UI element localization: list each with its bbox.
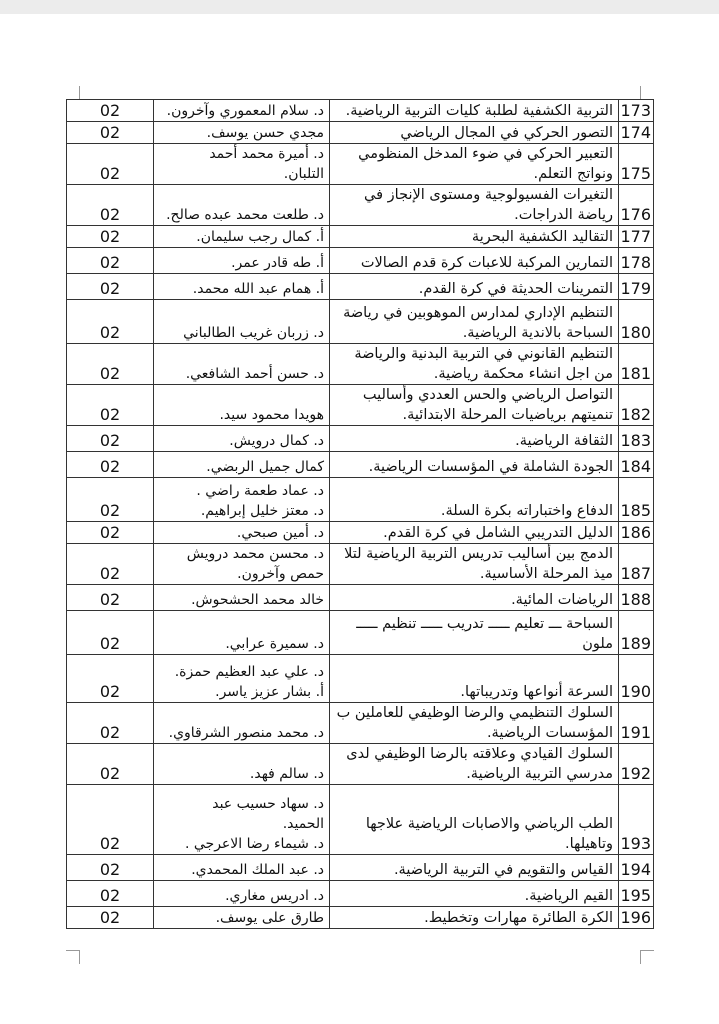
book-author: مجدي حسن يوسف. bbox=[154, 122, 330, 144]
book-title: الدليل التدريبي الشامل في كرة القدم. bbox=[330, 522, 619, 544]
table-row bbox=[67, 300, 654, 344]
book-author: كمال جميل الربضي. bbox=[154, 452, 330, 478]
crop-mark-top-right bbox=[640, 86, 654, 100]
book-author: د. سميرة عرابي. bbox=[154, 611, 330, 655]
book-title: التعبير الحركي في ضوء المدخل المنظومي ونواتج التعلم. bbox=[330, 144, 619, 185]
copies-count: 02 bbox=[67, 907, 154, 929]
book-author: أ. همام عبد الله محمد. bbox=[154, 274, 330, 300]
row-number: 175 bbox=[619, 144, 654, 185]
table-row bbox=[67, 144, 654, 185]
row-number: 176 bbox=[619, 185, 654, 226]
book-author: د. زربان غريب الطالباني bbox=[154, 300, 330, 344]
row-number: 186 bbox=[619, 522, 654, 544]
row-number: 173 bbox=[619, 100, 654, 122]
book-title: السلوك التنظيمي والرضا الوظيفي للعاملين ب المؤسسات الرياضية. bbox=[330, 703, 619, 744]
crop-mark-top-left bbox=[66, 86, 80, 100]
table-row bbox=[67, 522, 654, 544]
book-title: الكرة الطائرة مهارات وتخطيط. bbox=[330, 907, 619, 929]
copies-count: 02 bbox=[67, 300, 154, 344]
row-number: 182 bbox=[619, 385, 654, 426]
book-title: التربية الكشفية لطلبة كليات التربية الرياضية. bbox=[330, 100, 619, 122]
table-row bbox=[67, 226, 654, 248]
book-title: السلوك القيادي وعلاقته بالرضا الوظيفي لدى مدرسي التربية الرياضية. bbox=[330, 744, 619, 785]
book-title: الرياضات المائية. bbox=[330, 585, 619, 611]
row-number: 180 bbox=[619, 300, 654, 344]
table-row bbox=[67, 655, 654, 703]
book-title: الثقافة الرياضية. bbox=[330, 426, 619, 452]
row-number: 196 bbox=[619, 907, 654, 929]
row-number: 188 bbox=[619, 585, 654, 611]
copies-count: 02 bbox=[67, 478, 154, 522]
book-title: التنظيم الإداري لمدارس الموهوبين في رياضة السباحة بالاندية الرياضية. bbox=[330, 300, 619, 344]
viewer-top-bar bbox=[0, 0, 719, 14]
book-author: د. محمد منصور الشرقاوي. bbox=[154, 703, 330, 744]
book-author: أ. كمال رجب سليمان. bbox=[154, 226, 330, 248]
copies-count: 02 bbox=[67, 122, 154, 144]
row-number: 189 bbox=[619, 611, 654, 655]
copies-count: 02 bbox=[67, 248, 154, 274]
book-title: التقاليد الكشفية البحرية bbox=[330, 226, 619, 248]
book-title: التغيرات الفسيولوجية ومستوى الإنجاز في رياضة الدراجات. bbox=[330, 185, 619, 226]
table-row bbox=[67, 185, 654, 226]
row-number: 177 bbox=[619, 226, 654, 248]
table-row bbox=[67, 122, 654, 144]
row-number: 181 bbox=[619, 344, 654, 385]
copies-count: 02 bbox=[67, 522, 154, 544]
book-title: الدفاع واختباراته بكرة السلة. bbox=[330, 478, 619, 522]
copies-count: 02 bbox=[67, 744, 154, 785]
copies-count: 02 bbox=[67, 855, 154, 881]
book-title: الطب الرياضي والاصابات الرياضية علاجها وتاهيلها. bbox=[330, 785, 619, 855]
book-author: طارق على يوسف. bbox=[154, 907, 330, 929]
book-title: التنظيم القانوني في التربية البدنية والرياضة من اجل انشاء محكمة رياضية. bbox=[330, 344, 619, 385]
row-number: 192 bbox=[619, 744, 654, 785]
table-row bbox=[67, 744, 654, 785]
table-row bbox=[67, 100, 654, 122]
row-number: 174 bbox=[619, 122, 654, 144]
row-number: 190 bbox=[619, 655, 654, 703]
book-author: خالد محمد الحشحوش. bbox=[154, 585, 330, 611]
book-author: أ. طه قادر عمر. bbox=[154, 248, 330, 274]
copies-count: 02 bbox=[67, 426, 154, 452]
table-row bbox=[67, 907, 654, 929]
copies-count: 02 bbox=[67, 452, 154, 478]
copies-count: 02 bbox=[67, 100, 154, 122]
copies-count: 02 bbox=[67, 881, 154, 907]
book-title: القياس والتقويم في التربية الرياضية. bbox=[330, 855, 619, 881]
book-author: د. محسن محمد درويش حمص وآخرون. bbox=[154, 544, 330, 585]
book-author: د. سلام المعموري وآخرون. bbox=[154, 100, 330, 122]
row-number: 195 bbox=[619, 881, 654, 907]
copies-count: 02 bbox=[67, 785, 154, 855]
book-author: د. عماد طعمة راضي . د. معتز خليل إبراهيم. bbox=[154, 478, 330, 522]
table-row bbox=[67, 385, 654, 426]
table-row bbox=[67, 881, 654, 907]
book-author: د. أميرة محمد أحمد التلبان. bbox=[154, 144, 330, 185]
book-author: د. علي عبد العظيم حمزة. أ. بشار عزيز ياسر. bbox=[154, 655, 330, 703]
copies-count: 02 bbox=[67, 344, 154, 385]
book-author: د. طلعت محمد عبده صالح. bbox=[154, 185, 330, 226]
table-row bbox=[67, 703, 654, 744]
crop-mark-bottom-left bbox=[66, 950, 80, 964]
book-author: د. ادريس مغاري. bbox=[154, 881, 330, 907]
book-author: هويدا محمود سيد. bbox=[154, 385, 330, 426]
table-row bbox=[67, 452, 654, 478]
copies-count: 02 bbox=[67, 585, 154, 611]
table-row bbox=[67, 478, 654, 522]
table-row bbox=[67, 785, 654, 855]
book-author: د. حسن أحمد الشافعي. bbox=[154, 344, 330, 385]
copies-count: 02 bbox=[67, 274, 154, 300]
crop-mark-bottom-right bbox=[640, 950, 654, 964]
row-number: 178 bbox=[619, 248, 654, 274]
row-number: 187 bbox=[619, 544, 654, 585]
book-title: التمرينات الحديثة في كرة القدم. bbox=[330, 274, 619, 300]
table-row bbox=[67, 585, 654, 611]
copies-count: 02 bbox=[67, 185, 154, 226]
row-number: 191 bbox=[619, 703, 654, 744]
book-author: د. عبد الملك المحمدي. bbox=[154, 855, 330, 881]
row-number: 193 bbox=[619, 785, 654, 855]
book-title: التواصل الرياضي والحس العددي وأساليب تنميتهم برياضيات المرحلة الابتدائية. bbox=[330, 385, 619, 426]
table-row bbox=[67, 274, 654, 300]
row-number: 185 bbox=[619, 478, 654, 522]
copies-count: 02 bbox=[67, 611, 154, 655]
book-title: السرعة أنواعها وتدريباتها. bbox=[330, 655, 619, 703]
table-row bbox=[67, 344, 654, 385]
book-author: د. أمين صبحي. bbox=[154, 522, 330, 544]
copies-count: 02 bbox=[67, 544, 154, 585]
book-title: القيم الرياضية. bbox=[330, 881, 619, 907]
copies-count: 02 bbox=[67, 144, 154, 185]
copies-count: 02 bbox=[67, 655, 154, 703]
copies-count: 02 bbox=[67, 226, 154, 248]
row-number: 179 bbox=[619, 274, 654, 300]
book-title: الجودة الشاملة في المؤسسات الرياضية. bbox=[330, 452, 619, 478]
table-row bbox=[67, 611, 654, 655]
table-row bbox=[67, 426, 654, 452]
book-list-table bbox=[66, 99, 654, 929]
table-row bbox=[67, 855, 654, 881]
table-row bbox=[67, 248, 654, 274]
book-title: التصور الحركي في المجال الرياضي bbox=[330, 122, 619, 144]
book-list-body bbox=[67, 100, 654, 929]
book-author: د. سهاد حسيب عبد الحميد. د. شيماء رضا الاعرجي . bbox=[154, 785, 330, 855]
table-row bbox=[67, 544, 654, 585]
copies-count: 02 bbox=[67, 703, 154, 744]
row-number: 184 bbox=[619, 452, 654, 478]
book-title: السباحة ـــ تعليم ـــــ تدريب ـــــ تنظيم ـــــ ملون bbox=[330, 611, 619, 655]
row-number: 183 bbox=[619, 426, 654, 452]
book-title: الدمج بين أساليب تدريس التربية الرياضية لتلا ميذ المرحلة الأساسية. bbox=[330, 544, 619, 585]
row-number: 194 bbox=[619, 855, 654, 881]
book-title: التمارين المركبة للاعبات كرة قدم الصالات bbox=[330, 248, 619, 274]
book-author: د. سالم فهد. bbox=[154, 744, 330, 785]
book-author: د. كمال درويش. bbox=[154, 426, 330, 452]
copies-count: 02 bbox=[67, 385, 154, 426]
